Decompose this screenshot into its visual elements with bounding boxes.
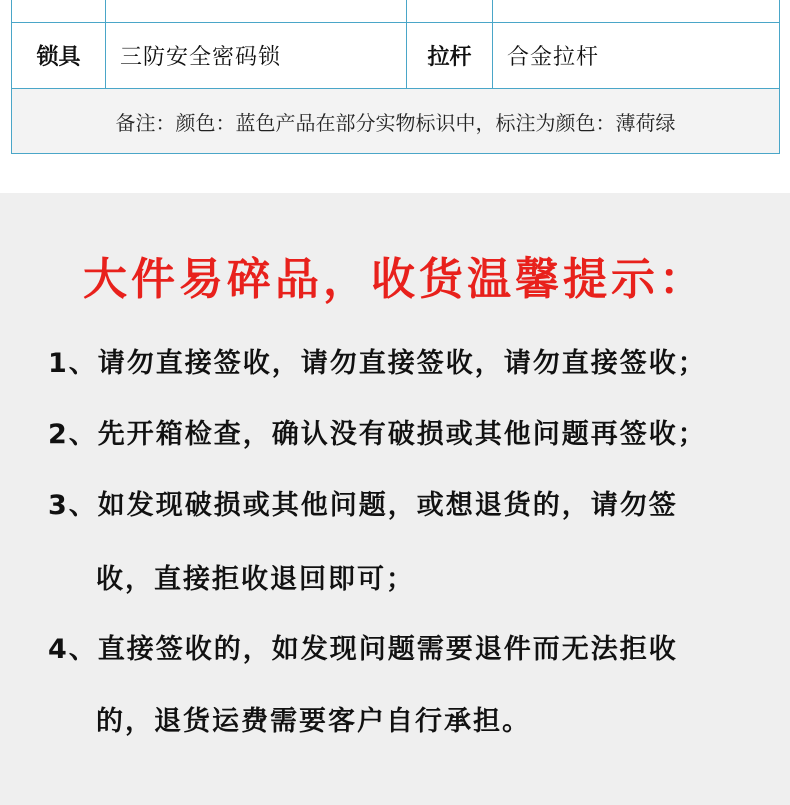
spec-value-handle: 合金拉杆 [493, 23, 780, 89]
delivery-notice [0, 193, 790, 805]
spec-table [11, 0, 780, 154]
spec-value-lock: 三防安全密码锁 [106, 23, 407, 89]
notice-item-3-continued: 收，直接拒收退回即可； [96, 564, 415, 595]
spec-note: 备注：颜色：蓝色产品在部分实物标识中，标注为颜色：薄荷绿 [12, 89, 780, 154]
table-note-row [12, 89, 780, 154]
table-row-cut [12, 0, 780, 23]
item-text: 直接签收的，如发现问题需要退件而无法拒收 [97, 634, 678, 665]
item-number: 3 [48, 490, 69, 521]
notice-title: 大件易碎品，收货温馨提示： [83, 254, 707, 305]
table-row [12, 23, 780, 89]
item-text: 请勿直接签收，请勿直接签收，请勿直接签收； [97, 348, 707, 379]
item-number: 2 [48, 419, 69, 450]
notice-item-4 [48, 627, 678, 666]
item-separator: 、 [68, 419, 98, 450]
item-text: 如发现破损或其他问题，或想退货的，请勿签 [97, 490, 678, 521]
notice-item-2 [48, 412, 707, 451]
item-separator: 、 [68, 490, 98, 521]
notice-item-3 [48, 483, 678, 522]
spec-key-handle: 拉杆 [407, 23, 493, 89]
item-number: 1 [48, 348, 69, 379]
item-number: 4 [48, 634, 69, 665]
spec-key-lock: 锁具 [12, 23, 106, 89]
spec-section [0, 0, 790, 193]
item-separator: 、 [68, 348, 98, 379]
notice-item-4-continued: 的，退货运费需要客户自行承担。 [96, 706, 531, 737]
notice-item-1 [48, 341, 707, 380]
item-text: 先开箱检查，确认没有破损或其他问题再签收； [97, 419, 707, 450]
item-separator: 、 [68, 634, 98, 665]
